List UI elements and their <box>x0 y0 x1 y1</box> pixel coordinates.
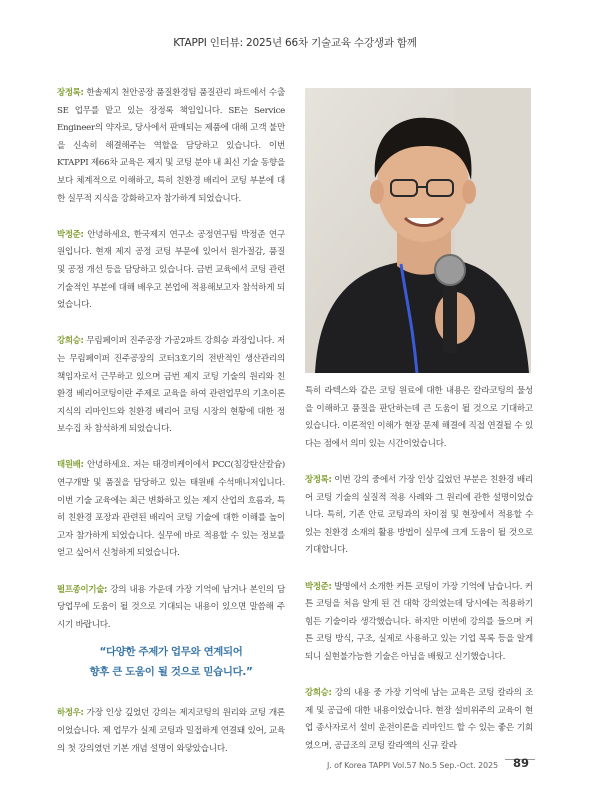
answer-text: 무림페이퍼 진주공장 가공2파트 강희승 과장입니다. 저는 무림페이퍼 진주공장의 코터3호기의 전반적인 생산관리의 책임자로서 근무하고 있으며 금번 제지 코팅 기술의 원리와 친환경 베리어코팅이란 주제로 교육을 하여 관련업무의 기초이론 지식의 리마인드와 친환경 베리어 코팅 시장의 현황에 대한 정보수집 차 참석하게 되었습니다. <box>57 336 285 435</box>
pull-quote <box>57 642 285 682</box>
speaker-name: 강희승: <box>305 687 332 698</box>
answer-text: 이번 강의 중에서 가장 인상 깊었던 부분은 친환경 배리어 코팅 기술의 실질적 적용 사례와 그 원리에 관한 설명이었습니다. 특히, 기존 안료 코팅과의 차이점 및 현장에서 적용할 수 있는 친환경 소재의 활용 방법이 실무에 크게 도움이 될 것으로 기대합니다. <box>305 474 533 556</box>
speaker-name: 하정우: <box>57 707 84 718</box>
answer-paragraph <box>57 456 285 563</box>
answer-paragraph <box>57 84 285 208</box>
speaker-name: 장정록: <box>305 473 332 484</box>
journal-citation: J. of Korea TAPPI Vol.57 No.5 Sep.-Oct. 2025 <box>327 761 498 770</box>
answer-text: 발명에서 소개한 커튼 코팅이 가장 기억에 남습니다. 커튼 코팅을 처음 알게 된 건 대학 강의였는데 당시에는 적용하기 힘든 기술이라 생각했습니다. 하지만 이번에 강의를 들으며 커튼 코팅 방식, 구조, 실제로 사용하고 있는 기업 목록 등을 알게 되니 실현불가능한 기술은 아님을 배웠고 신기했습니다. <box>305 581 533 662</box>
portrait-illustration <box>305 88 531 373</box>
answer-text: 강의 내용 중 가장 기억에 남는 교육은 코팅 칼라의 조제 및 공급에 대한 내용이었습니다. 현장 설비위주의 교육이 현업 종사자로서 설비 운전이론을 리마인드 할 수 있는 좋은 기회였으며, 공급조의 코팅 칼라액의 신규 칼라 <box>305 688 533 751</box>
answer-text: 특히 라텍스와 같은 코팅 원료에 대한 내용은 칼라코팅의 물성을 이해하고 품질을 판단하는데 큰 도움이 될 것으로 기대하고 있습니다. 이론적인 이해가 현장 문제 해결에 직접 연결될 수 있다는 점에서 의미 있는 시간이었습니다. <box>305 386 533 449</box>
interviewer-name: 펄프종이기술: <box>57 583 108 594</box>
answer-text: 안녕하세요. 저는 태경비케이에서 PCC(침강탄산칼슘) 연구개발 및 품질을 담당하고 있는 태원배 수석매니저입니다. 이번 기술 교육에는 최근 변화하고 있는 제지 산업의 흐름과, 특히 친환경 포장과 관련된 배리어 코팅 기술에 대한 이해를 높이고자 참가하게 되었습니다. 실무에 바로 적용할 수 있는 정보를 얻고 싶어서 신청하게 되었습니다. <box>57 460 285 559</box>
speaker-name: 태원배: <box>57 459 84 470</box>
speaker-name: 강희승: <box>57 335 84 346</box>
answer-paragraph <box>305 578 533 667</box>
header-title: KTAPPI 인터뷰: 2025년 66차 기술교육 수강생과 함께 <box>173 37 417 49</box>
answer-paragraph <box>305 684 533 755</box>
page-number: 89 <box>512 756 529 770</box>
speaker-name: 장정록: <box>57 87 84 97</box>
pull-quote-line: “다양한 주제가 업무와 연계되어 <box>99 646 243 659</box>
answer-text: 가장 인상 깊었던 강의는 제지코팅의 원리와 코팅 개론 이었습니다. 제 업무가 실제 코팅과 밀접하게 연결돼 있어, 교육의 첫 강의였던 기본 개념 설명이 와닿았습니다. <box>57 708 285 754</box>
speaker-name: 박정준: <box>305 580 332 591</box>
answer-paragraph <box>305 471 533 560</box>
question-paragraph <box>57 581 285 635</box>
interviewee-photo <box>305 88 531 373</box>
answer-paragraph <box>57 226 285 315</box>
right-column <box>305 383 533 773</box>
left-column <box>57 84 285 776</box>
answer-paragraph <box>57 332 285 439</box>
answer-text: 한솔제지 천안공장 품질환경팀 품질관리 파트에서 수출SE 업무를 맡고 있는 장정록 책임입니다. SE는 Service Engineer의 약자로, 당사에서 판매되는 제품에 대해 고객 불만을 신속히 해결해주는 역할을 담당하고 있습니다. 이번 KTAPPI 제66차 교육은 제지 및 코팅 분야 내 최신 기술 동향을 보다 체계적으로 이해하고, 특히 친환경 배리어 코팅 부분에 대한 실무적 지식을 강화하고자 참가하게 되었습니다. <box>57 88 285 204</box>
page-header <box>0 0 590 56</box>
pull-quote-line: 향후 큰 도움이 될 것으로 믿습니다.” <box>89 666 253 679</box>
speaker-name: 박정준: <box>57 228 84 239</box>
question-text: 강의 내용 가운데 가장 기억에 남거나 본인의 담당업무에 도움이 될 것으로 기대되는 내용이 있으면 말씀해 주시기 바랍니다. <box>57 584 285 630</box>
answer-text: 안녕하세요, 한국제지 연구소 공정연구팀 박정준 연구원입니다. 현재 제지 공정 코팅 부문에 있어서 원가절감, 품질 및 공정 개선 등을 담당하고 있습니다. 금번 교육에서 코팅 관련 기술적인 부분에 대해 배우고 본업에 적용해보고자 참석하게 되었습니다. <box>57 229 285 311</box>
answer-paragraph <box>57 704 285 758</box>
answer-paragraph <box>305 383 533 453</box>
